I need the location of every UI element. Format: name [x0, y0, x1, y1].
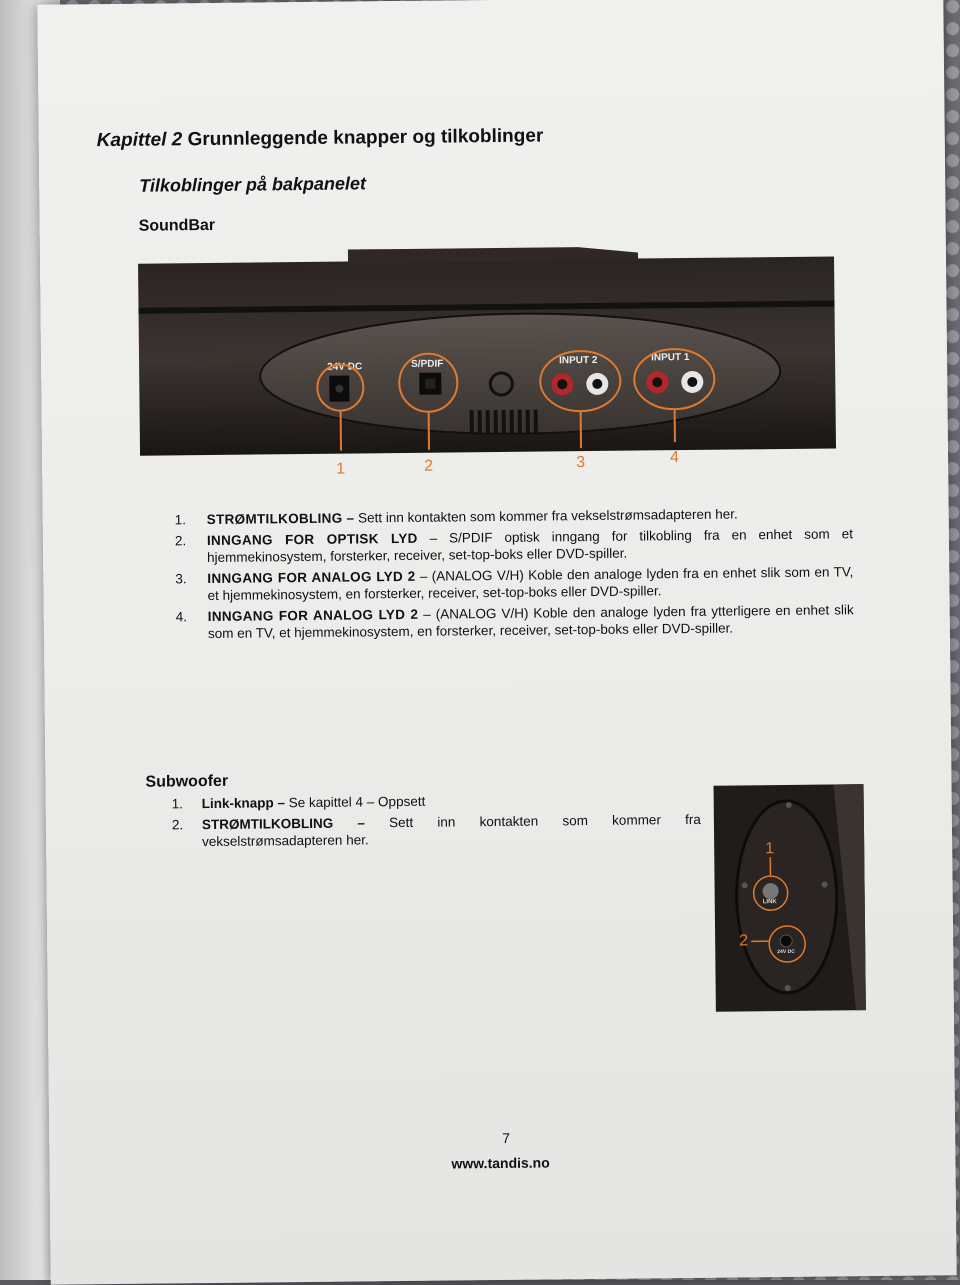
chapter-title: Grunnleggende knapper og tilkoblinger	[187, 125, 543, 150]
chapter-heading	[97, 125, 544, 152]
soundbar-title: SoundBar	[139, 217, 216, 236]
manual-page	[37, 0, 956, 1285]
subwoofer-title: Subwoofer	[145, 773, 228, 792]
panel-label-spdif: S/PDIF	[411, 359, 443, 370]
list-item: 3. INNGANG FOR ANALOG LYD 2 – (ANALOG V/H) Koble den analoge lyden fra en enhet slik som en TV, et hjemmekinosystem, en forsterker, receiver, set-top-boks eller DVD-spiller.	[163, 563, 853, 604]
callout-number-1: 1	[336, 461, 345, 478]
list-item: 1. STRØMTILKOBLING – Sett inn kontakten som kommer fra vekselstrømsadapteren her.	[163, 504, 853, 528]
callout-number-4: 4	[670, 449, 679, 466]
subwoofer-panel-photo	[714, 784, 866, 1012]
list-item: 2. STRØMTILKOBLING – Sett inn kontakten som kommer fra vekselstrømsadapteren her.	[156, 811, 701, 851]
chapter-prefix: Kapittel 2	[97, 129, 183, 151]
sub-callout-1: 1	[765, 840, 774, 857]
subwoofer-connection-list	[156, 790, 702, 855]
soundbar-connection-list	[163, 504, 854, 646]
list-item: 2. INNGANG FOR OPTISK LYD – S/PDIF optisk inngang for tilkobling fra en enhet som et hjemmekinosystem, forsterker, receiver, set-top-boks eller DVD-spiller.	[163, 525, 853, 566]
sub-label-dc: 24V DC	[777, 949, 795, 955]
footer-url: www.tandis.no	[451, 1154, 549, 1171]
soundbar-back-panel-photo	[138, 240, 836, 465]
panel-label-dc: 24V DC	[327, 361, 362, 372]
callout-number-3: 3	[576, 454, 585, 471]
section-title: Tilkoblinger på bakpanelet	[139, 173, 366, 196]
panel-label-input2: INPUT 2	[559, 355, 598, 366]
list-item: 1. Link-knapp – Se kapittel 4 – Oppsett	[156, 790, 701, 813]
callout-number-2: 2	[424, 458, 433, 475]
sub-callout-2: 2	[739, 932, 748, 949]
list-item: 4. INNGANG FOR ANALOG LYD 2 – (ANALOG V/H) Koble den analoge lyden fra ytterligere en enhet slik som en TV, et hjemmekinosystem, en forsterker, receiver, set-top-boks eller DVD-spiller.	[164, 601, 854, 642]
page-number: 7	[502, 1130, 510, 1146]
panel-label-input1: INPUT 1	[651, 352, 690, 363]
sub-label-link: LINK	[763, 899, 778, 905]
